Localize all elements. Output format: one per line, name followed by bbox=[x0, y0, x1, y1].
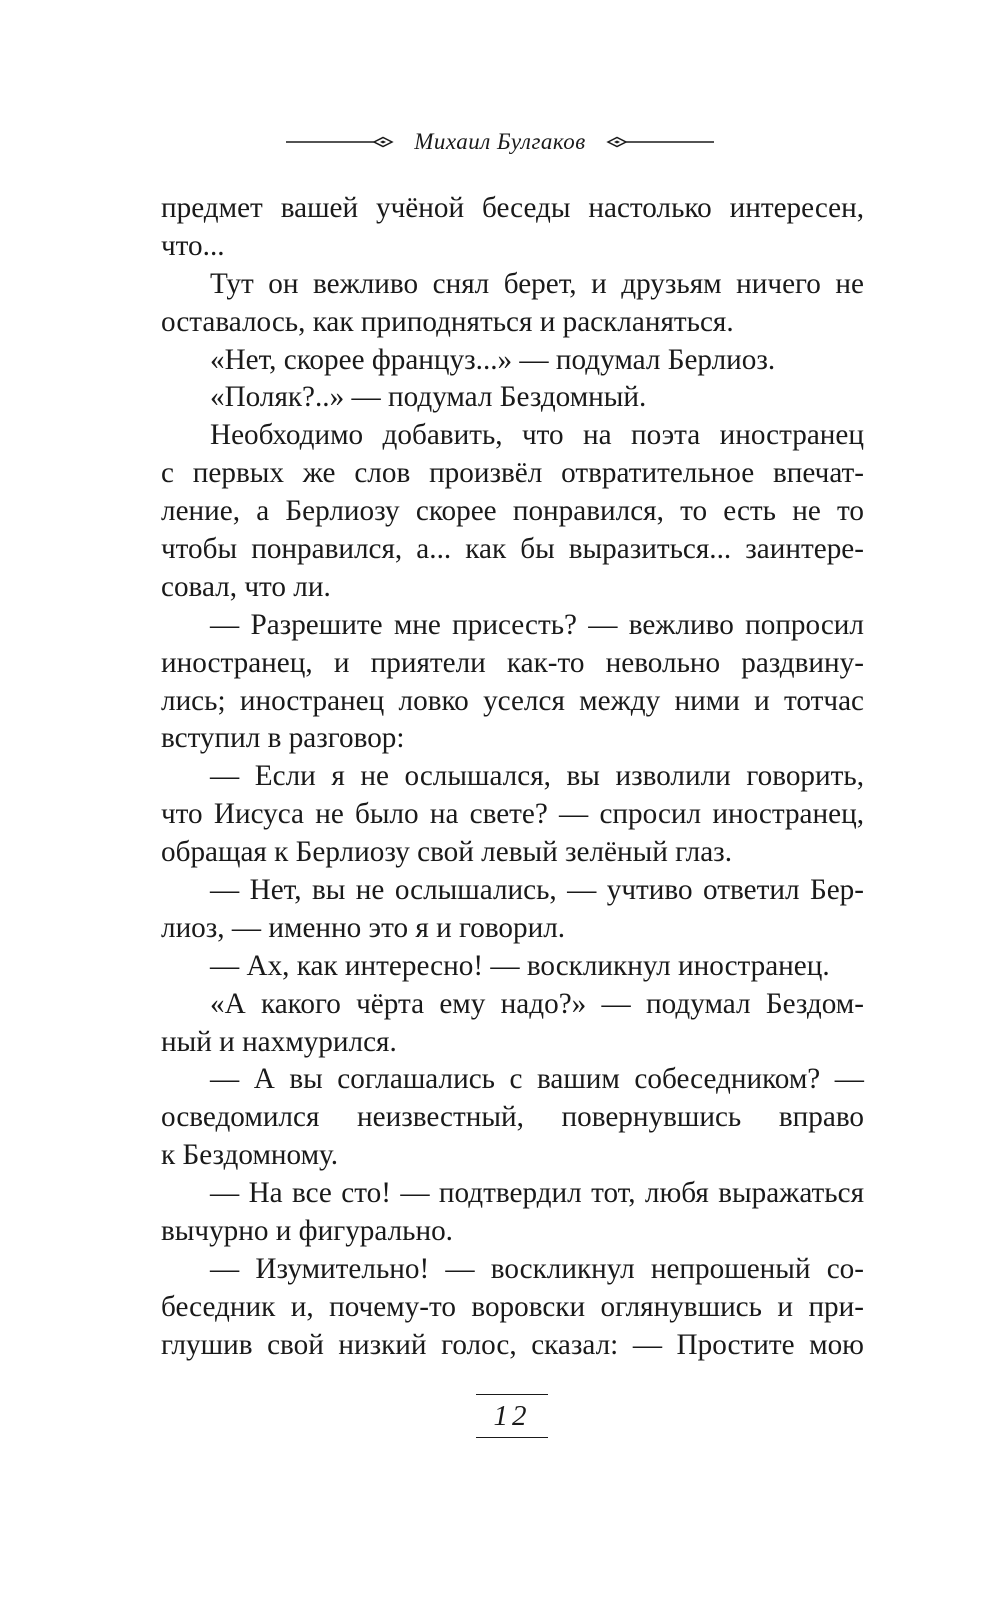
folio-bottom-rule bbox=[476, 1437, 548, 1438]
line-diamond-ornament bbox=[286, 135, 394, 149]
text-line: ный и нахмурился. bbox=[161, 1025, 397, 1058]
text-line: — На все сто! — подтвердил тот, любя выражаться bbox=[210, 1177, 864, 1210]
author-name: Михаил Булгаков bbox=[414, 129, 586, 154]
text-line: «Нет, скорее француз...» — подумал Берлиоз. bbox=[210, 343, 776, 376]
text-line: лись; иностранец ловко уселся между ними и тотчас bbox=[161, 684, 864, 717]
body-text bbox=[161, 190, 864, 1365]
text-line: оставалось, как приподняться и раскланяться. bbox=[161, 305, 734, 338]
text-line: беседник и, почему-то воровски оглянувшись и при- bbox=[161, 1290, 864, 1323]
text-line: обращая к Берлиозу свой левый зелёный глаз. bbox=[161, 836, 732, 869]
text-line: что... bbox=[161, 229, 225, 262]
text-line: с первых же слов произвёл отвратительное впечат- bbox=[161, 457, 864, 490]
text-line: Необходимо добавить, что на поэта иностранец bbox=[210, 419, 864, 452]
text-line: осведомился неизвестный, повернувшись вправо bbox=[161, 1101, 864, 1134]
text-line: Тут он вежливо снял берет, и друзьям ничего не bbox=[210, 267, 864, 300]
text-line: — Ах, как интересно! — воскликнул иностранец. bbox=[210, 949, 830, 982]
text-line: иностранец, и приятели как-то невольно раздвину- bbox=[161, 646, 864, 679]
text-line: вступил в разговор: bbox=[161, 722, 405, 755]
text-line: «А какого чёрта ему надо?» — подумал Бездом- bbox=[210, 987, 864, 1020]
text-line: ление, а Берлиозу скорее понравился, то есть не то bbox=[161, 495, 864, 528]
text-line: вычурно и фигурально. bbox=[161, 1215, 453, 1248]
page-number: 12 bbox=[493, 1400, 531, 1432]
running-header bbox=[0, 124, 1000, 160]
diamond-line-ornament bbox=[606, 135, 714, 149]
text-line: совал, что ли. bbox=[161, 570, 331, 603]
text-line: — Разрешите мне присесть? — вежливо попросил bbox=[210, 608, 864, 641]
text-line: глушив свой низкий голос, сказал: — Простите мою bbox=[161, 1328, 864, 1361]
text-line: — Нет, вы не ослышались, — учтиво ответил Бер- bbox=[210, 874, 864, 907]
text-line: «Поляк?..» — подумал Бездомный. bbox=[210, 381, 647, 414]
text-line: — Если я не ослышался, вы изволили говорить, bbox=[210, 760, 864, 793]
text-line: что Иисуса не было на свете? — спросил иностранец, bbox=[161, 798, 864, 831]
text-line: — А вы соглашались с вашим собеседником? — bbox=[210, 1063, 864, 1096]
text-line: чтобы понравился, а... как бы выразиться... заинтере- bbox=[161, 533, 864, 566]
text-line: предмет вашей учёной беседы настолько интересен, bbox=[161, 192, 864, 224]
page-number-block bbox=[476, 1394, 548, 1454]
text-line: лиоз, — именно это я и говорил. bbox=[161, 911, 566, 944]
text-line: — Изумительно! — воскликнул непрошеный со- bbox=[210, 1252, 864, 1285]
text-line: к Бездомному. bbox=[161, 1139, 339, 1172]
